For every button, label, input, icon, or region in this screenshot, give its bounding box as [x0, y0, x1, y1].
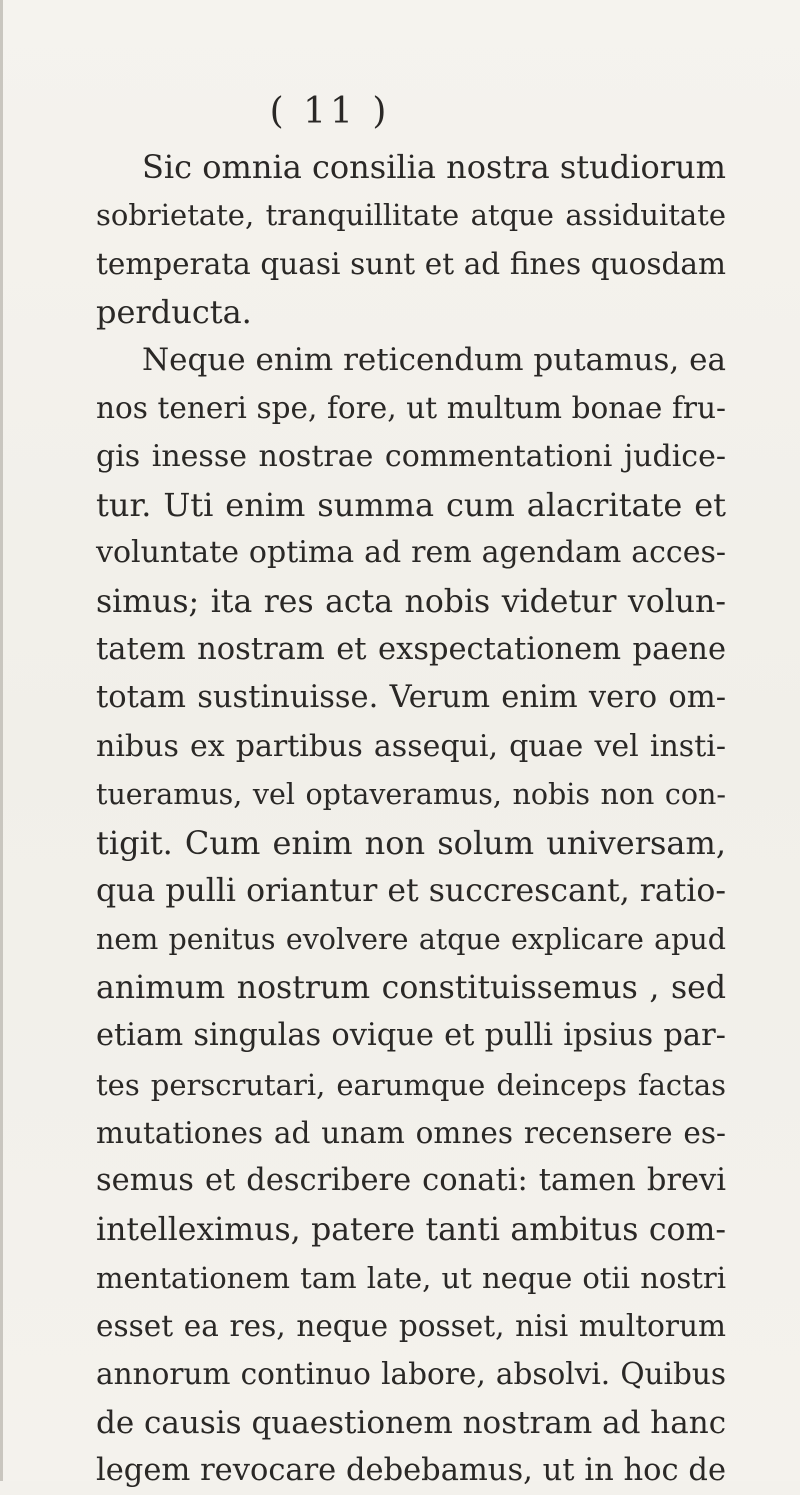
- text-line: temperata quasi sunt et ad fines quosdam: [96, 246, 726, 281]
- text-line: qua pulli oriantur et succrescant, ratio-: [96, 873, 726, 910]
- text-line: simus; ita res acta nobis videtur volun-: [96, 583, 726, 620]
- text-line: gis inesse nostrae commentationi judice-: [96, 438, 726, 474]
- text-line: Neque enim reticendum putamus, ea: [142, 342, 726, 379]
- text-line: nibus ex partibus assequi, quae vel insti-: [96, 728, 726, 764]
- text-line: esset ea res, neque posset, nisi multorum: [96, 1309, 726, 1344]
- text-line: sobrietate, tranquillitate atque assiduitate: [96, 198, 726, 233]
- text-line: tur. Uti enim summa cum alacritate et: [96, 486, 726, 525]
- body-text: [96, 143, 726, 1495]
- text-line: nem penitus evolvere atque explicare apud: [96, 922, 726, 956]
- text-line: mutationes ad unam omnes recensere es-: [96, 1115, 726, 1150]
- text-line: tes perscrutari, earumque deinceps factas: [96, 1067, 726, 1102]
- text-line: intelleximus, patere tanti ambitus com-: [96, 1211, 726, 1248]
- text-line: nos teneri spe, fore, ut multum bonae fru-: [96, 391, 726, 426]
- text-line: tueramus, vel optaveramus, nobis non con-: [96, 777, 726, 811]
- text-line: animum nostrum constituissemus , sed: [96, 970, 726, 1007]
- text-line: totam sustinuisse. Verum enim vero om-: [96, 680, 726, 716]
- text-line: perducta.: [96, 292, 252, 331]
- text-line: annorum continuo labore, absolvi. Quibus: [96, 1357, 726, 1392]
- text-line: voluntate optima ad rem agendam acces-: [96, 535, 726, 571]
- text-line: Sic omnia consilia nostra studiorum: [142, 148, 726, 186]
- text-line: tigit. Cum enim non solum universam,: [96, 824, 726, 863]
- text-line: semus et describere conati: tamen brevi: [96, 1163, 726, 1199]
- text-line: tatem nostram et exspectationem paene: [96, 631, 726, 667]
- page-number: ( 11 ): [269, 91, 391, 132]
- text-line: de causis quaestionem nostram ad hanc: [96, 1404, 727, 1441]
- page-edge: [0, 0, 3, 1481]
- text-line: legem revocare debebamus, ut in hoc de: [96, 1453, 726, 1489]
- text-line: etiam singulas ovique et pulli ipsius par-: [96, 1018, 726, 1054]
- text-line: mentationem tam late, ut neque otii nostri: [96, 1260, 726, 1295]
